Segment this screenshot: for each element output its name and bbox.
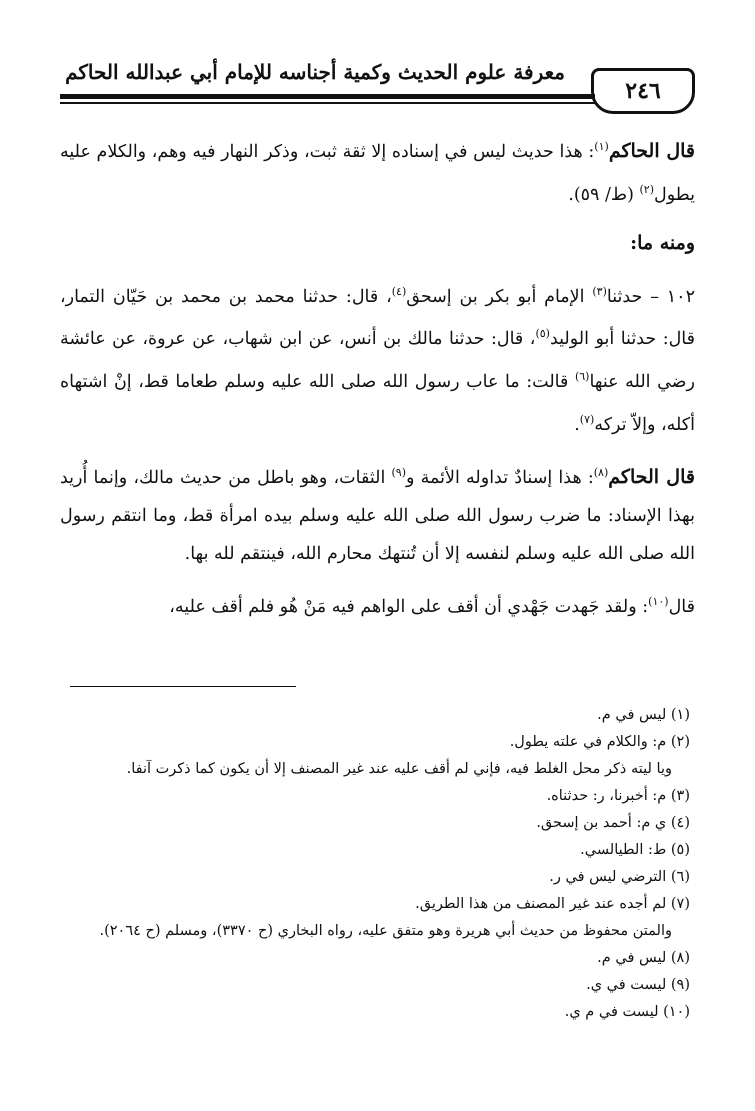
- footnote-ref: (٣): [592, 284, 607, 298]
- footnote-item: (١٠) ليست في م ي.: [564, 1004, 690, 1020]
- paragraph-text: .: [574, 414, 580, 435]
- paragraph-text: قال: [668, 596, 695, 617]
- paragraph-text: الإمام أبو بكر بن إسحق: [406, 286, 593, 307]
- footnote-item: (٦) الترضي ليس في ر.: [549, 869, 690, 885]
- paragraph-text: قالت: ما عاب رسول الله صلى الله عليه وسلم طعاما قط، إنْ اشتهاه أكله، وإلاّ تركه: [60, 372, 695, 435]
- footnote-ref: (٩): [391, 465, 407, 479]
- header-rule-thick: [60, 94, 595, 99]
- header-rule-thin: [60, 102, 595, 104]
- section-label: ومنه ما:: [630, 231, 695, 254]
- footnote-ref: (٦): [574, 370, 590, 384]
- footnote-item: (٢) م: والكلام في علته يطول.: [509, 734, 690, 750]
- paragraph-text: (ط/ ٥٩).: [568, 184, 640, 205]
- page-header: [60, 50, 695, 110]
- paragraph-4: [60, 454, 695, 573]
- footnote-separator: [70, 686, 296, 687]
- main-text: [60, 128, 695, 636]
- footnote-item: (٥) ط: الطيالسي.: [580, 842, 690, 858]
- footnote-ref: (٤): [391, 284, 407, 298]
- paragraph-text: : هذا حديث ليس في إسناده إلا ثقة ثبت، وذكر النهار فيه وهم، والكلام عليه يطول: [60, 141, 695, 205]
- footnote-continuation: ويا ليته ذكر محل الغلط فيه، فإني لم أقف عليه عند غير المصنف إلا أن يكون كما ذكرت آنفا.: [126, 761, 672, 777]
- footnote-ref: (٧): [579, 413, 595, 427]
- speaker-label: قال الحاكم: [608, 465, 695, 488]
- speaker-label: قال الحاكم: [608, 139, 696, 162]
- paragraph-2: [60, 224, 695, 263]
- paragraph-text: الثقات، وهو باطل من حديث مالك، وإنما أُريد بهذا الإسناد: ما ضرب رسول الله صلى الله عليه وسلم بيده امرأة قط، وما انتقم رسول الله صلى الله عليه وسلم لنفسه إلا أن تُنتهك محارم الله، فينتقم لله بها.: [60, 467, 695, 564]
- paragraph-5: [60, 583, 695, 626]
- book-title: معرفة علوم الحديث وكمية أجناسه للإمام أبي عبدالله الحاكم: [65, 60, 565, 84]
- paragraph-3: [60, 273, 695, 444]
- page-number: ٢٤٦: [591, 68, 695, 114]
- footnote-ref: (٢): [639, 182, 655, 196]
- paragraph-text: ١٠٢ – حدثنا: [606, 286, 695, 307]
- paragraph-text: ، قال: حدثنا محمد بن محمد بن حَيّان التمار، قال: حدثنا أبو الوليد: [60, 286, 695, 350]
- paragraph-text: : ولقد جَهدت جَهْدي أن أقف على الواهم فيه مَنْ هُو فلم أقف عليه،: [169, 596, 649, 617]
- paragraph-text: : هذا إسنادٌ تداوله الأئمة و: [406, 467, 594, 488]
- footnote-ref: (١): [594, 140, 609, 153]
- footnote-item: (٣) م: أخبرنا، ر: حدثناه.: [546, 788, 690, 804]
- footnote-item: (٤) ي م: أحمد بن إسحق.: [536, 815, 690, 831]
- footnotes: [60, 702, 690, 1026]
- paragraph-1: [60, 128, 695, 214]
- paragraph-text: ، قال: حدثنا مالك بن أنس، عن ابن شهاب، عن عروة، عن عائشة رضي الله عنها: [60, 329, 695, 393]
- footnote-ref: (٨): [593, 465, 609, 479]
- footnote-item: (٧) لم أجده عند غير المصنف من هذا الطريق.: [415, 896, 690, 912]
- footnote-ref: (١٠): [648, 594, 669, 608]
- footnote-item: (٩) ليست في ي.: [586, 977, 690, 993]
- footnote-ref: (٥): [535, 327, 550, 341]
- footnote-continuation: والمتن محفوظ من حديث أبي هريرة وهو متفق عليه، رواه البخاري (ح ٣٣٧٠)، ومسلم (ح ٢٠٦٤).: [99, 923, 672, 939]
- footnote-item: (٨) ليس في م.: [597, 950, 690, 966]
- footnote-item: (١) ليس في م.: [597, 707, 690, 723]
